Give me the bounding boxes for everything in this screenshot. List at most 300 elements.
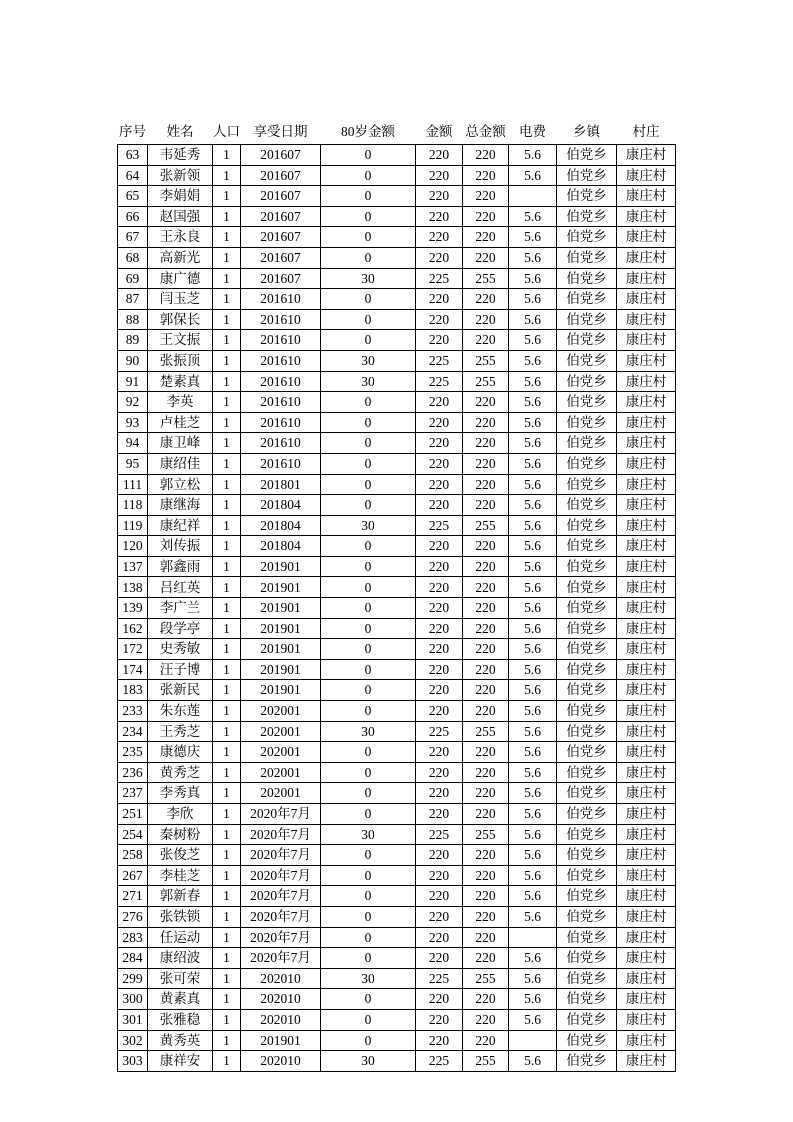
cell-village: 康庄村: [617, 536, 676, 557]
cell-amount: 220: [416, 206, 463, 227]
cell-amount: 220: [416, 165, 463, 186]
cell-township: 伯党乡: [557, 186, 617, 207]
cell-population: 1: [213, 350, 241, 371]
cell-serial: 284: [118, 948, 148, 969]
cell-population: 1: [213, 330, 241, 351]
table-row: [118, 165, 676, 186]
cell-date: 202001: [241, 742, 321, 763]
cell-village: 康庄村: [617, 268, 676, 289]
cell-population: 1: [213, 968, 241, 989]
cell-electricity: 5.6: [509, 783, 557, 804]
cell-electricity: 5.6: [509, 1051, 557, 1072]
cell-population: 1: [213, 165, 241, 186]
cell-population: 1: [213, 433, 241, 454]
cell-date: 201901: [241, 639, 321, 660]
cell-amount: 220: [416, 392, 463, 413]
cell-serial: 118: [118, 495, 148, 516]
cell-township: 伯党乡: [557, 618, 617, 639]
cell-township: 伯党乡: [557, 680, 617, 701]
cell-township: 伯党乡: [557, 968, 617, 989]
cell-population: 1: [213, 948, 241, 969]
cell-date: 2020年7月: [241, 886, 321, 907]
cell-date: 2020年7月: [241, 948, 321, 969]
cell-village: 康庄村: [617, 577, 676, 598]
cell-electricity: [509, 1030, 557, 1051]
cell-date: 201901: [241, 659, 321, 680]
column-header-electricity: 电费: [519, 124, 546, 139]
cell-total: 255: [463, 371, 509, 392]
cell-village: 康庄村: [617, 680, 676, 701]
table-row: [118, 577, 676, 598]
cell-amount: 220: [416, 536, 463, 557]
cell-name: 秦树粉: [148, 824, 213, 845]
cell-date: 2020年7月: [241, 845, 321, 866]
cell-date: 2020年7月: [241, 927, 321, 948]
cell-township: 伯党乡: [557, 701, 617, 722]
cell-village: 康庄村: [617, 845, 676, 866]
cell-electricity: 5.6: [509, 556, 557, 577]
cell-electricity: 5.6: [509, 804, 557, 825]
cell-township: 伯党乡: [557, 289, 617, 310]
cell-village: 康庄村: [617, 433, 676, 454]
cell-serial: 172: [118, 639, 148, 660]
column-header-population: 人口: [213, 124, 240, 139]
cell-population: 1: [213, 206, 241, 227]
cell-serial: 258: [118, 845, 148, 866]
cell-population: 1: [213, 474, 241, 495]
cell-village: 康庄村: [617, 721, 676, 742]
cell-township: 伯党乡: [557, 804, 617, 825]
cell-total: 220: [463, 186, 509, 207]
cell-township: 伯党乡: [557, 721, 617, 742]
cell-population: 1: [213, 680, 241, 701]
cell-name: 郭保长: [148, 309, 213, 330]
cell-name: 张俊芝: [148, 845, 213, 866]
cell-name: 闫玉芝: [148, 289, 213, 310]
cell-total: 220: [463, 598, 509, 619]
cell-amount: 225: [416, 968, 463, 989]
table-row: [118, 804, 676, 825]
cell-amount80: 0: [321, 186, 416, 207]
cell-serial: 65: [118, 186, 148, 207]
cell-township: 伯党乡: [557, 783, 617, 804]
cell-village: 康庄村: [617, 927, 676, 948]
cell-date: 202010: [241, 968, 321, 989]
cell-date: 201801: [241, 474, 321, 495]
cell-electricity: 5.6: [509, 906, 557, 927]
cell-population: 1: [213, 577, 241, 598]
cell-amount80: 0: [321, 865, 416, 886]
cell-serial: 137: [118, 556, 148, 577]
table-row: [118, 495, 676, 516]
table-row: [118, 412, 676, 433]
cell-total: 220: [463, 165, 509, 186]
cell-amount80: 0: [321, 474, 416, 495]
cell-date: 201607: [241, 186, 321, 207]
cell-amount: 225: [416, 515, 463, 536]
cell-amount80: 30: [321, 824, 416, 845]
cell-amount: 225: [416, 268, 463, 289]
cell-date: 201804: [241, 515, 321, 536]
cell-serial: 300: [118, 989, 148, 1010]
cell-electricity: 5.6: [509, 701, 557, 722]
cell-amount: 220: [416, 556, 463, 577]
table-row: [118, 330, 676, 351]
cell-amount80: 0: [321, 145, 416, 166]
cell-serial: 138: [118, 577, 148, 598]
cell-amount: 225: [416, 721, 463, 742]
cell-date: 201607: [241, 268, 321, 289]
table-row: [118, 371, 676, 392]
cell-amount80: 0: [321, 783, 416, 804]
cell-electricity: 5.6: [509, 330, 557, 351]
cell-village: 康庄村: [617, 165, 676, 186]
cell-total: 220: [463, 1030, 509, 1051]
cell-total: 220: [463, 865, 509, 886]
cell-township: 伯党乡: [557, 659, 617, 680]
cell-township: 伯党乡: [557, 247, 617, 268]
cell-amount: 220: [416, 680, 463, 701]
cell-village: 康庄村: [617, 701, 676, 722]
cell-date: 202010: [241, 1009, 321, 1030]
cell-name: 卢桂芝: [148, 412, 213, 433]
cell-population: 1: [213, 989, 241, 1010]
table-row: [118, 474, 676, 495]
cell-serial: 234: [118, 721, 148, 742]
cell-population: 1: [213, 1051, 241, 1072]
cell-name: 韦延秀: [148, 145, 213, 166]
table-row: [118, 639, 676, 660]
cell-name: 刘传振: [148, 536, 213, 557]
cell-serial: 63: [118, 145, 148, 166]
cell-electricity: 5.6: [509, 989, 557, 1010]
cell-total: 220: [463, 392, 509, 413]
cell-village: 康庄村: [617, 392, 676, 413]
cell-electricity: 5.6: [509, 247, 557, 268]
cell-total: 220: [463, 701, 509, 722]
cell-amount80: 0: [321, 227, 416, 248]
cell-serial: 69: [118, 268, 148, 289]
cell-village: 康庄村: [617, 639, 676, 660]
cell-village: 康庄村: [617, 742, 676, 763]
cell-township: 伯党乡: [557, 948, 617, 969]
cell-serial: 91: [118, 371, 148, 392]
cell-population: 1: [213, 412, 241, 433]
cell-township: 伯党乡: [557, 371, 617, 392]
cell-amount: 220: [416, 1030, 463, 1051]
cell-population: 1: [213, 742, 241, 763]
cell-serial: 67: [118, 227, 148, 248]
cell-township: 伯党乡: [557, 515, 617, 536]
cell-total: 220: [463, 330, 509, 351]
table-row: [118, 659, 676, 680]
cell-total: 255: [463, 824, 509, 845]
cell-amount80: 0: [321, 804, 416, 825]
cell-amount: 220: [416, 247, 463, 268]
cell-village: 康庄村: [617, 474, 676, 495]
cell-total: 255: [463, 721, 509, 742]
cell-village: 康庄村: [617, 1030, 676, 1051]
cell-amount80: 30: [321, 515, 416, 536]
column-header-date: 享受日期: [253, 124, 308, 139]
cell-amount: 220: [416, 433, 463, 454]
cell-total: 220: [463, 618, 509, 639]
cell-amount: 220: [416, 639, 463, 660]
cell-total: 220: [463, 206, 509, 227]
cell-electricity: 5.6: [509, 680, 557, 701]
cell-name: 张可荣: [148, 968, 213, 989]
cell-name: 张新领: [148, 165, 213, 186]
cell-township: 伯党乡: [557, 927, 617, 948]
cell-amount80: 30: [321, 721, 416, 742]
table-row: [118, 1051, 676, 1072]
cell-date: 201607: [241, 227, 321, 248]
table-row: [118, 762, 676, 783]
cell-amount: 220: [416, 906, 463, 927]
cell-electricity: 5.6: [509, 145, 557, 166]
table-row: [118, 145, 676, 166]
table-row: [118, 721, 676, 742]
cell-electricity: 5.6: [509, 886, 557, 907]
cell-name: 段学亭: [148, 618, 213, 639]
cell-date: 201610: [241, 392, 321, 413]
cell-date: 202010: [241, 989, 321, 1010]
cell-village: 康庄村: [617, 412, 676, 433]
cell-population: 1: [213, 392, 241, 413]
cell-population: 1: [213, 618, 241, 639]
cell-name: 康纪祥: [148, 515, 213, 536]
cell-population: 1: [213, 701, 241, 722]
cell-electricity: 5.6: [509, 598, 557, 619]
cell-village: 康庄村: [617, 1009, 676, 1030]
table-row: [118, 206, 676, 227]
cell-total: 220: [463, 783, 509, 804]
cell-amount: 220: [416, 289, 463, 310]
cell-total: 220: [463, 309, 509, 330]
cell-electricity: 5.6: [509, 495, 557, 516]
cell-date: 201804: [241, 536, 321, 557]
table-row: [118, 701, 676, 722]
column-header-township: 乡镇: [573, 124, 600, 139]
cell-township: 伯党乡: [557, 206, 617, 227]
cell-total: 220: [463, 536, 509, 557]
cell-name: 郭新春: [148, 886, 213, 907]
table-row: [118, 536, 676, 557]
cell-date: 202001: [241, 762, 321, 783]
cell-village: 康庄村: [617, 1051, 676, 1072]
cell-name: 张振顶: [148, 350, 213, 371]
cell-total: 220: [463, 927, 509, 948]
cell-amount80: 0: [321, 247, 416, 268]
cell-township: 伯党乡: [557, 1051, 617, 1072]
cell-date: 201610: [241, 330, 321, 351]
cell-total: 220: [463, 145, 509, 166]
cell-amount80: 0: [321, 495, 416, 516]
cell-amount: 220: [416, 577, 463, 598]
table-row: [118, 392, 676, 413]
cell-date: 2020年7月: [241, 865, 321, 886]
cell-township: 伯党乡: [557, 350, 617, 371]
cell-population: 1: [213, 783, 241, 804]
cell-serial: 301: [118, 1009, 148, 1030]
cell-village: 康庄村: [617, 824, 676, 845]
cell-date: 201901: [241, 598, 321, 619]
table-row: [118, 989, 676, 1010]
cell-serial: 271: [118, 886, 148, 907]
table-row: [118, 783, 676, 804]
cell-amount80: 0: [321, 412, 416, 433]
cell-serial: 64: [118, 165, 148, 186]
cell-amount80: 0: [321, 948, 416, 969]
cell-total: 220: [463, 680, 509, 701]
cell-serial: 95: [118, 453, 148, 474]
cell-amount80: 0: [321, 886, 416, 907]
cell-name: 朱东莲: [148, 701, 213, 722]
cell-population: 1: [213, 865, 241, 886]
cell-date: 201901: [241, 1030, 321, 1051]
cell-total: 220: [463, 886, 509, 907]
cell-amount: 225: [416, 371, 463, 392]
cell-name: 康广德: [148, 268, 213, 289]
cell-serial: 236: [118, 762, 148, 783]
cell-electricity: 5.6: [509, 227, 557, 248]
cell-village: 康庄村: [617, 330, 676, 351]
cell-serial: 111: [118, 474, 148, 495]
cell-serial: 88: [118, 309, 148, 330]
cell-amount80: 30: [321, 268, 416, 289]
cell-village: 康庄村: [617, 989, 676, 1010]
cell-amount80: 0: [321, 165, 416, 186]
cell-amount80: 0: [321, 598, 416, 619]
cell-amount: 220: [416, 453, 463, 474]
cell-amount: 220: [416, 412, 463, 433]
cell-electricity: 5.6: [509, 1009, 557, 1030]
cell-population: 1: [213, 536, 241, 557]
cell-amount80: 0: [321, 845, 416, 866]
cell-amount: 225: [416, 350, 463, 371]
cell-village: 康庄村: [617, 948, 676, 969]
cell-population: 1: [213, 495, 241, 516]
cell-electricity: [509, 927, 557, 948]
cell-township: 伯党乡: [557, 145, 617, 166]
cell-amount80: 30: [321, 350, 416, 371]
cell-serial: 89: [118, 330, 148, 351]
cell-electricity: 5.6: [509, 865, 557, 886]
cell-total: 220: [463, 639, 509, 660]
cell-serial: 302: [118, 1030, 148, 1051]
cell-population: 1: [213, 1009, 241, 1030]
cell-serial: 66: [118, 206, 148, 227]
cell-population: 1: [213, 598, 241, 619]
cell-total: 220: [463, 906, 509, 927]
cell-township: 伯党乡: [557, 1030, 617, 1051]
cell-village: 康庄村: [617, 515, 676, 536]
cell-amount: 220: [416, 227, 463, 248]
cell-date: 202010: [241, 1051, 321, 1072]
cell-electricity: [509, 186, 557, 207]
table-row: [118, 865, 676, 886]
cell-date: 201607: [241, 165, 321, 186]
cell-population: 1: [213, 556, 241, 577]
cell-village: 康庄村: [617, 227, 676, 248]
cell-date: 2020年7月: [241, 824, 321, 845]
cell-total: 220: [463, 227, 509, 248]
cell-amount80: 0: [321, 206, 416, 227]
cell-village: 康庄村: [617, 886, 676, 907]
cell-population: 1: [213, 721, 241, 742]
cell-total: 220: [463, 453, 509, 474]
cell-village: 康庄村: [617, 598, 676, 619]
cell-electricity: 5.6: [509, 268, 557, 289]
cell-serial: 174: [118, 659, 148, 680]
cell-total: 220: [463, 989, 509, 1010]
cell-population: 1: [213, 927, 241, 948]
cell-amount80: 30: [321, 1051, 416, 1072]
cell-village: 康庄村: [617, 453, 676, 474]
cell-population: 1: [213, 268, 241, 289]
cell-name: 张新民: [148, 680, 213, 701]
cell-name: 汪子博: [148, 659, 213, 680]
cell-population: 1: [213, 886, 241, 907]
cell-date: 201901: [241, 556, 321, 577]
table-row: [118, 289, 676, 310]
cell-electricity: 5.6: [509, 371, 557, 392]
cell-amount: 220: [416, 742, 463, 763]
cell-date: 201610: [241, 453, 321, 474]
cell-township: 伯党乡: [557, 639, 617, 660]
cell-amount: 225: [416, 824, 463, 845]
cell-electricity: 5.6: [509, 536, 557, 557]
cell-township: 伯党乡: [557, 906, 617, 927]
table-row: [118, 453, 676, 474]
cell-village: 康庄村: [617, 906, 676, 927]
cell-population: 1: [213, 371, 241, 392]
cell-total: 220: [463, 289, 509, 310]
cell-name: 吕红英: [148, 577, 213, 598]
cell-township: 伯党乡: [557, 598, 617, 619]
cell-total: 220: [463, 577, 509, 598]
cell-township: 伯党乡: [557, 453, 617, 474]
table-row: [118, 227, 676, 248]
cell-date: 201901: [241, 680, 321, 701]
cell-total: 255: [463, 350, 509, 371]
cell-township: 伯党乡: [557, 577, 617, 598]
cell-amount80: 0: [321, 330, 416, 351]
cell-serial: 299: [118, 968, 148, 989]
cell-name: 康祥安: [148, 1051, 213, 1072]
column-header-serial: 序号: [119, 124, 146, 139]
cell-serial: 139: [118, 598, 148, 619]
cell-total: 220: [463, 659, 509, 680]
cell-population: 1: [213, 824, 241, 845]
cell-amount80: 0: [321, 289, 416, 310]
cell-population: 1: [213, 309, 241, 330]
cell-township: 伯党乡: [557, 268, 617, 289]
column-header-village: 村庄: [632, 124, 660, 139]
cell-electricity: 5.6: [509, 762, 557, 783]
cell-serial: 120: [118, 536, 148, 557]
cell-electricity: 5.6: [509, 742, 557, 763]
cell-electricity: 5.6: [509, 206, 557, 227]
cell-serial: 276: [118, 906, 148, 927]
cell-name: 郭立松: [148, 474, 213, 495]
cell-total: 220: [463, 742, 509, 763]
cell-name: 黄秀英: [148, 1030, 213, 1051]
cell-amount: 225: [416, 1051, 463, 1072]
cell-township: 伯党乡: [557, 556, 617, 577]
cell-amount80: 0: [321, 659, 416, 680]
table-row: [118, 680, 676, 701]
